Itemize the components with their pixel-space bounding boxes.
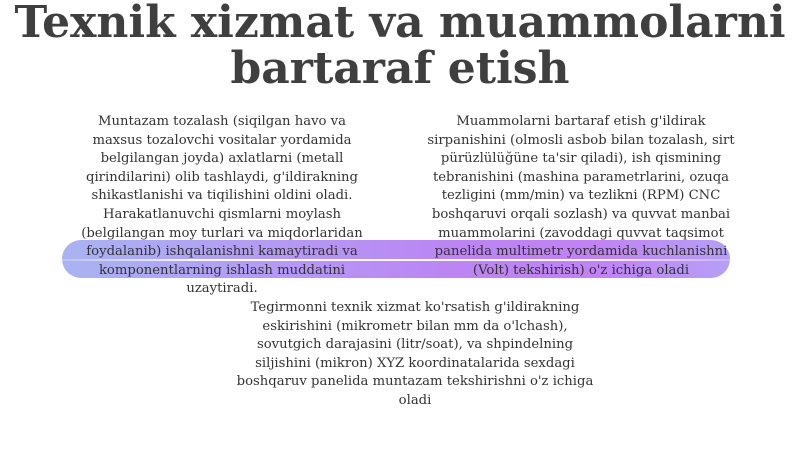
slide-title: Texnik xizmat va muammolarni bartaraf etish xyxy=(14,0,786,94)
text-block-troubleshooting: Muammolarni bartaraf etish g'ildirak sirpanishini (olmosli asbob bilan tozalash, sirt pürüzlülüğüne ta'sir qiladi), ish qismining tebranishini (mashina parametrlarini, ozuqa tezligini (mm/min) va tezlikni (RPM) CNC boshqaruvi orqali sozlash) va quvvat manbai muammolarini (zavoddagi quvvat taqsimot panelida multimetr yordamida kuchlanishni (Volt) tekshirish) o'z ichiga oladi xyxy=(427,114,735,278)
text-block-cleaning: Muntazam tozalash (siqilgan havo va maxsus tozalovchi vositalar yordamida belgilangan joyda) axlatlarni (metall qirindilarini) olib tashlaydi, g'ildirakning shikastlanishi va tiqilishini oldini oladi. Harakatlanuvchi qismlarni moylash (belgilangan moy turlari va miqdorlaridan foydalanib) ishqalanishni kamaytiradi va komponentlarning ishlash muddatini uzaytiradi. xyxy=(81,114,363,297)
text-block-maintenance: Tegirmonni texnik xizmat ko'rsatish g'ildirakning eskirishini (mikrometr bilan mm da o'lchash), sovutgich darajasini (litr/soat), va shpindelning siljishini (mikron) XYZ koordinatalarida sexdagi boshqaruv panelida muntazam tekshirishni o'z ichiga oladi xyxy=(236,300,594,408)
